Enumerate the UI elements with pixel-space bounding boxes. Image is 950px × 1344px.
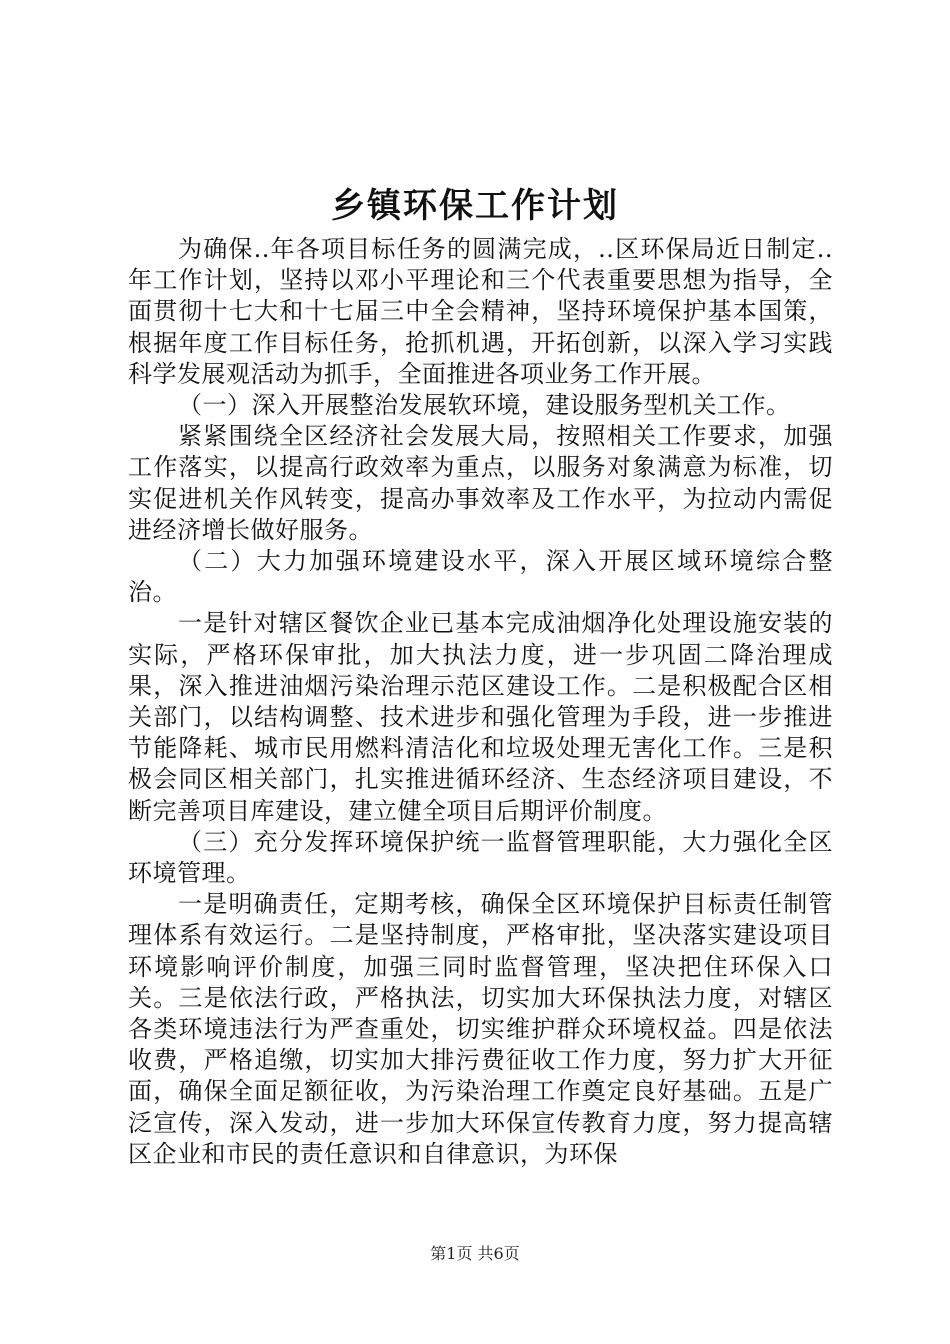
section-heading-2: （二）大力加强环境建设水平，深入开展区域环境综合整治。 xyxy=(128,547,833,607)
paragraph-intro: 为确保..年各项目标任务的圆满完成，..区环保局近日制定..年工作计划，坚持以邓小平理论和三个代表重要思想为指导，全面贯彻十七大和十七届三中全会精神，坚持环境保护基本国策，根据年度工作目标任务，抢抓机遇，开拓创新，以深入学习实践科学发展观活动为抓手，全面推进各项业务工作开展。 xyxy=(128,235,833,388)
paragraph-section-2: 一是针对辖区餐饮企业已基本完成油烟净化处理设施安装的实际，严格环保审批，加大执法力度，进一步巩固二降治理成果，深入推进油烟污染治理示范区建设工作。二是积极配合区相关部门，以结构调整、技术进步和强化管理为手段，进一步推进节能降耗、城市民用燃料清洁化和垃圾处理无害化工作。三是积极会同区相关部门，扎实推进循环经济、生态经济项目建设，不断完善项目库建设，建立健全项目后期评价制度。 xyxy=(128,609,833,825)
document-title: 乡镇环保工作计划 xyxy=(331,186,619,226)
paragraph-section-3: 一是明确责任，定期考核，确保全区环境保护目标责任制管理体系有效运行。二是坚持制度，严格审批，坚决落实建设项目环境影响评价制度，加强三同时监督管理，坚决把住环保入口关。三是依法行政，严格执法，切实加大环保执法力度，对辖区各类环境违法行为严查重处，切实维护群众环境权益。四是依法收费，严格追缴，切实加大排污费征收工作力度，努力扩大开征面，确保全面足额征收，为污染治理工作奠定良好基础。五是广泛宣传，深入发动，进一步加大环保宣传教育力度，努力提高辖区企业和市民的责任意识和自律意识，为环保 xyxy=(128,890,833,1168)
paragraph-section-1: 紧紧围绕全区经济社会发展大局，按照相关工作要求，加强工作落实，以提高行政效率为重点，以服务对象满意为标准，切实促进机关作风转变，提高办事效率及工作水平，为拉动内需促进经济增长做好服务。 xyxy=(128,422,833,544)
section-heading-3: （三）充分发挥环境保护统一监督管理职能，大力强化全区环境管理。 xyxy=(128,827,833,888)
page-footer: 第1页 共6页 xyxy=(430,1244,520,1263)
section-heading-1: （一）深入开展整治发展软环境，建设服务型机关工作。 xyxy=(178,391,791,420)
document-body xyxy=(128,234,833,1170)
